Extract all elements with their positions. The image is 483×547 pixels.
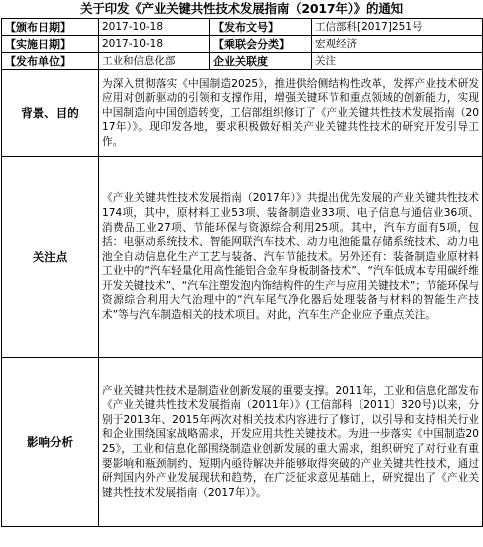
category-label: 【乘联会分类】 bbox=[210, 36, 312, 53]
relevance-value: 关注 bbox=[312, 53, 483, 70]
meta-row-issue-date bbox=[2, 19, 483, 36]
section-focus bbox=[2, 157, 483, 358]
relevance-label: 企业关联度 bbox=[210, 53, 312, 70]
impact-label: 影响分析 bbox=[2, 358, 99, 527]
effective-date-value: 2017-10-18 bbox=[99, 36, 210, 53]
meta-row-effective-date bbox=[2, 36, 483, 53]
document-title: 关于印发《产业关键共性技术发展指南（2017年）》的通知 bbox=[80, 1, 403, 16]
focus-text: 《产业关键共性技术发展指南（2017年）》共提出优先发展的产业关键共性技术174项，其中，原材料工业53项、装备制造业33项、电子信息与通信业36项、消费品工业27项、节能环保与资源综合利用25项。其中，汽车方面有5项，包括：电驱动系统技术、智能网联汽车技术、动力电池能量存储系统技术、动力电池全自动信息化生产工艺与装备、汽车节能技术。另外还有：装备制造业原材料工业中的“汽车轻量化用高性能铝合金车身板制备技术”、“汽车低成本专用碳纤维开发关键技术”、“汽车注塑发泡内饰结构件的生产与应用关键技术”；节能环保与资源综合利用大气治理中的“汽车尾气净化器后处理装备与材料的智能生产技术”等与汽车制造相关的技术项目。对此，汽车生产企业应予重点关注。 bbox=[99, 157, 483, 358]
document-number-value: 工信部科[2017]251号 bbox=[312, 19, 483, 36]
issue-date-label: 【颁布日期】 bbox=[2, 19, 99, 36]
issuer-value: 工业和信息化部 bbox=[99, 53, 210, 70]
effective-date-label: 【实施日期】 bbox=[2, 36, 99, 53]
document-number-label: 【发布文号】 bbox=[210, 19, 312, 36]
issue-date-value: 2017-10-18 bbox=[99, 19, 210, 36]
background-label: 背景、目的 bbox=[2, 70, 99, 157]
impact-text: 产业关键共性技术是制造业创新发展的重要支撑。2011年，工业和信息化部发布《产业关键共性技术发展指南（2011年）》(工信部科〔2011〕320号)以来，分别于2013年、2015年两次对相关技术内容进行了修订，以引导和支持相关行业和企业围绕国家战略需求，开发应用共性关键技术。为进一步落实《中国制造2025》，工业和信息化部围绕制造业创新发展的重大需求，组织研究了对行业有重要影响和瓶颈制约、短期内亟待解决并能够取得突破的产业关键共性技术，通过研判国内外产业发展现状和趋势，在广泛征求意见基础上，研究提出了《产业关键共性技术发展指南（2017年）》。 bbox=[99, 358, 483, 527]
notice-table bbox=[1, 18, 483, 527]
meta-row-issuer bbox=[2, 53, 483, 70]
background-text: 为深入贯彻落实《中国制造2025》，推进供给侧结构性改革，发挥产业技术研发应用对创新驱动的引领和支撑作用，增强关键环节和重点领域的创新能力，实现中国制造向中国创造转变，工信部组织修订了《产业关键共性技术发展指南（2017年）》。现印发各地，要求积极做好相关产业关键共性技术的研究开发引导工作。 bbox=[99, 70, 483, 157]
category-value: 宏观经济 bbox=[312, 36, 483, 53]
section-impact bbox=[2, 358, 483, 527]
section-background bbox=[2, 70, 483, 157]
issuer-label: 【发布单位】 bbox=[2, 53, 99, 70]
focus-label: 关注点 bbox=[2, 157, 99, 358]
